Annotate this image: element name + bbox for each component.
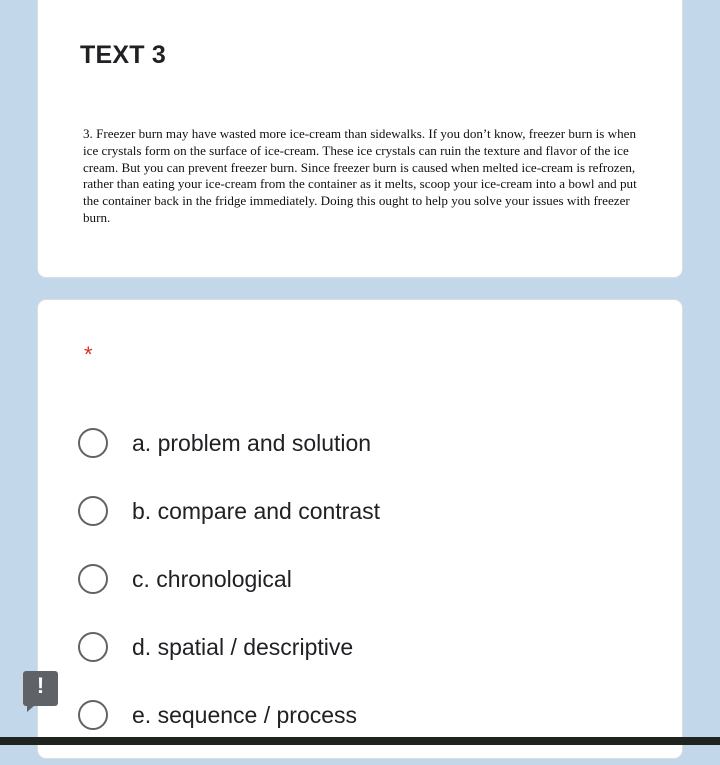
question-card [37,299,683,759]
option-c[interactable] [78,561,380,597]
option-e[interactable] [78,697,380,733]
bottom-bar [0,737,720,745]
radio-button[interactable] [78,632,108,662]
radio-button[interactable] [78,496,108,526]
option-label: c. chronological [132,565,292,592]
radio-button[interactable] [78,564,108,594]
radio-button[interactable] [78,428,108,458]
option-label: d. spatial / descriptive [132,633,354,660]
report-problem-button[interactable] [23,671,58,706]
option-label: e. sequence / process [132,701,358,728]
option-a[interactable] [78,425,380,461]
answer-options [78,425,380,765]
text-section-card [37,0,683,278]
option-b[interactable] [78,493,380,529]
option-label: a. problem and solution [132,429,372,456]
section-title: TEXT 3 [80,41,166,69]
radio-button[interactable] [78,700,108,730]
option-d[interactable] [78,629,380,665]
report-problem-icon: ! [36,673,45,698]
passage-text: 3. Freezer burn may have wasted more ice-cream than sidewalks. If you don’t know, freezer burn is when ice crystals form on the surface of ice-cream. These ice crystals can ruin the texture and flavor of the ice cream. But you can prevent freezer burn. Since freezer burn is caused when melted ice-cream is refrozen, rather than eating your ice-cream from the container as it melts, scoop your ice-cream into a bowl and put the container back in the fridge immediately. Doing this ought to help you solve your issues with freezer burn. [83,126,637,225]
option-label: b. compare and contrast [132,497,381,524]
required-asterisk: * [84,342,93,367]
